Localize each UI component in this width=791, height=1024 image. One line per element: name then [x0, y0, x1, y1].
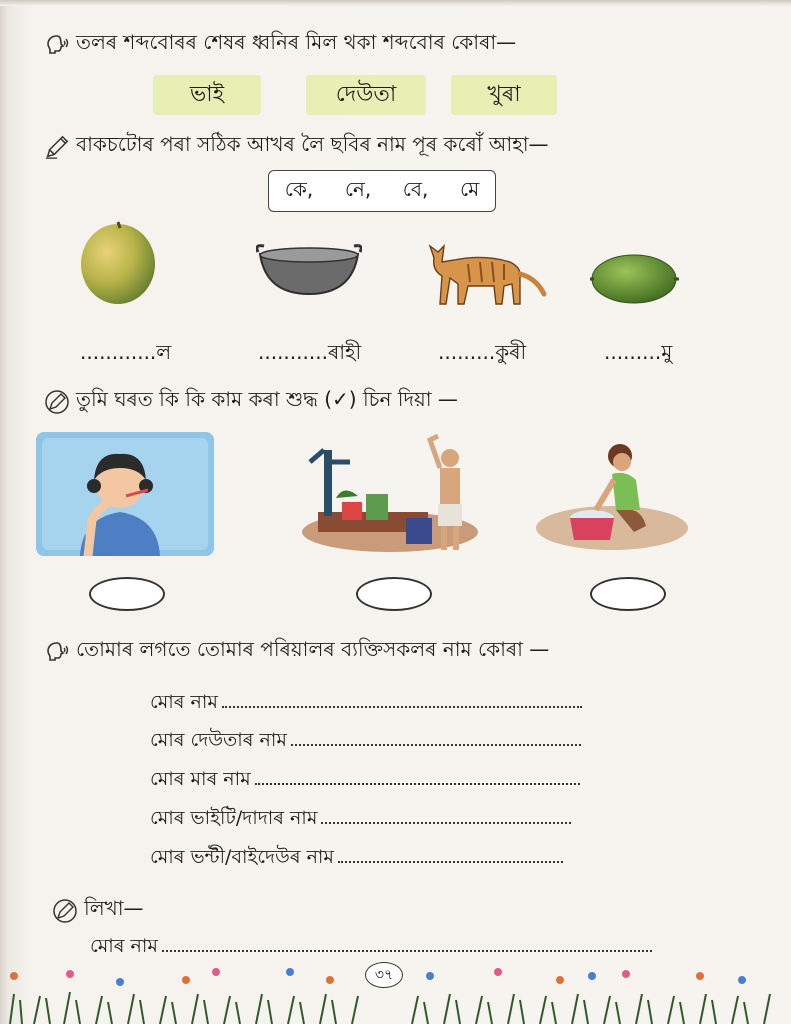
lemon-picture	[588, 252, 680, 306]
mother-name-label: মোৰ মাৰ নাম	[150, 768, 251, 790]
girl-brushing-teeth-picture	[36, 432, 214, 556]
blank-dots-4: .........	[604, 340, 662, 364]
brother-name-dotted-line[interactable]	[321, 808, 571, 824]
speaking-head-icon	[44, 639, 70, 665]
blank-lemon[interactable]	[604, 338, 672, 371]
blank-suffix-4: মু	[661, 340, 673, 364]
blank-wok[interactable]	[258, 338, 361, 371]
pencil-icon	[44, 134, 70, 160]
option-ne: নে,	[344, 176, 372, 201]
section1-instruction	[44, 28, 516, 61]
page-top-edge	[0, 0, 791, 6]
father-name-dotted-line[interactable]	[291, 730, 581, 746]
father-name-label: মোৰ দেউতাৰ নাম	[150, 729, 287, 751]
pencil-icon	[52, 898, 78, 924]
mango-picture	[78, 216, 158, 306]
speaking-head-icon	[44, 32, 70, 58]
word-1: ভাই	[189, 81, 225, 107]
my-name-dotted-line[interactable]	[222, 692, 582, 708]
blank-cat[interactable]	[438, 338, 526, 371]
pencil-icon	[44, 389, 70, 415]
checkbox-oval-bathing[interactable]	[356, 577, 432, 611]
brother-name-field[interactable]	[150, 804, 571, 836]
page-number	[365, 962, 403, 988]
blank-suffix-1: ল	[156, 340, 172, 364]
sister-name-field[interactable]	[150, 843, 563, 875]
boy-bathing-at-handpump-picture	[300, 432, 478, 554]
page-number-text: ৩৭	[374, 967, 394, 983]
my-name-label: মোৰ নাম	[150, 691, 218, 713]
section4-instruction	[44, 635, 549, 668]
footer-grass-flowers-border	[0, 950, 791, 1024]
word-3: খুৰা	[487, 81, 521, 107]
wok-picture	[256, 238, 362, 296]
boy-washing-clothes-picture	[536, 440, 688, 550]
section2-instruction-text: বাকচটোৰ পৰা সঠিক আখৰ লৈ ছবিৰ নাম পূৰ কৰোঁ আহা—	[76, 132, 549, 156]
blank-dots-2: ...........	[258, 340, 328, 364]
section5-instruction-text: লিখা—	[84, 896, 144, 920]
word-box-3[interactable]	[451, 75, 557, 115]
father-name-field[interactable]	[150, 726, 581, 758]
section3-instruction-text: তুমি ঘৰত কি কি কাম কৰা শুদ্ধ (✓) চিন দিয়া —	[76, 387, 458, 411]
blank-suffix-3: কুৰী	[495, 340, 527, 364]
section4-instruction-text: তোমাৰ লগতে তোমাৰ পৰিয়ালৰ ব্যক্তিসকলৰ নাম কোৰা —	[76, 637, 550, 661]
word-box-2[interactable]	[306, 75, 426, 115]
checkbox-oval-washing[interactable]	[590, 577, 666, 611]
section5-instruction	[52, 894, 144, 927]
my-name-field[interactable]	[150, 688, 582, 720]
letter-options-box	[268, 170, 496, 212]
word-box-1[interactable]	[153, 75, 261, 115]
sister-name-label: মোৰ ভন্টী/বাইদেউৰ নাম	[150, 846, 334, 868]
blank-dots-3: .........	[438, 340, 496, 364]
section2-instruction	[44, 130, 549, 163]
option-ke: কে,	[284, 176, 314, 201]
section3-instruction	[44, 385, 458, 418]
brother-name-label: মোৰ ভাইটি/দাদাৰ নাম	[150, 807, 318, 829]
mother-name-dotted-line[interactable]	[255, 769, 580, 785]
blank-suffix-2: ৰাহী	[327, 340, 362, 364]
sister-name-dotted-line[interactable]	[338, 847, 563, 863]
checkbox-oval-brushing[interactable]	[89, 577, 165, 611]
option-me: মে	[459, 176, 480, 201]
blank-fruit[interactable]	[80, 338, 171, 371]
mother-name-field[interactable]	[150, 765, 580, 797]
cat-picture	[424, 238, 548, 310]
option-be: বে,	[402, 176, 429, 201]
word-2: দেউতা	[335, 81, 397, 107]
section1-instruction-text: তলৰ শব্দবোৰৰ শেষৰ ধ্বনিৰ মিল থকা শব্দবোৰ কোৰা—	[76, 30, 517, 54]
write-name-label: মোৰ নাম	[90, 935, 158, 957]
blank-dots-1: ............	[80, 340, 157, 364]
